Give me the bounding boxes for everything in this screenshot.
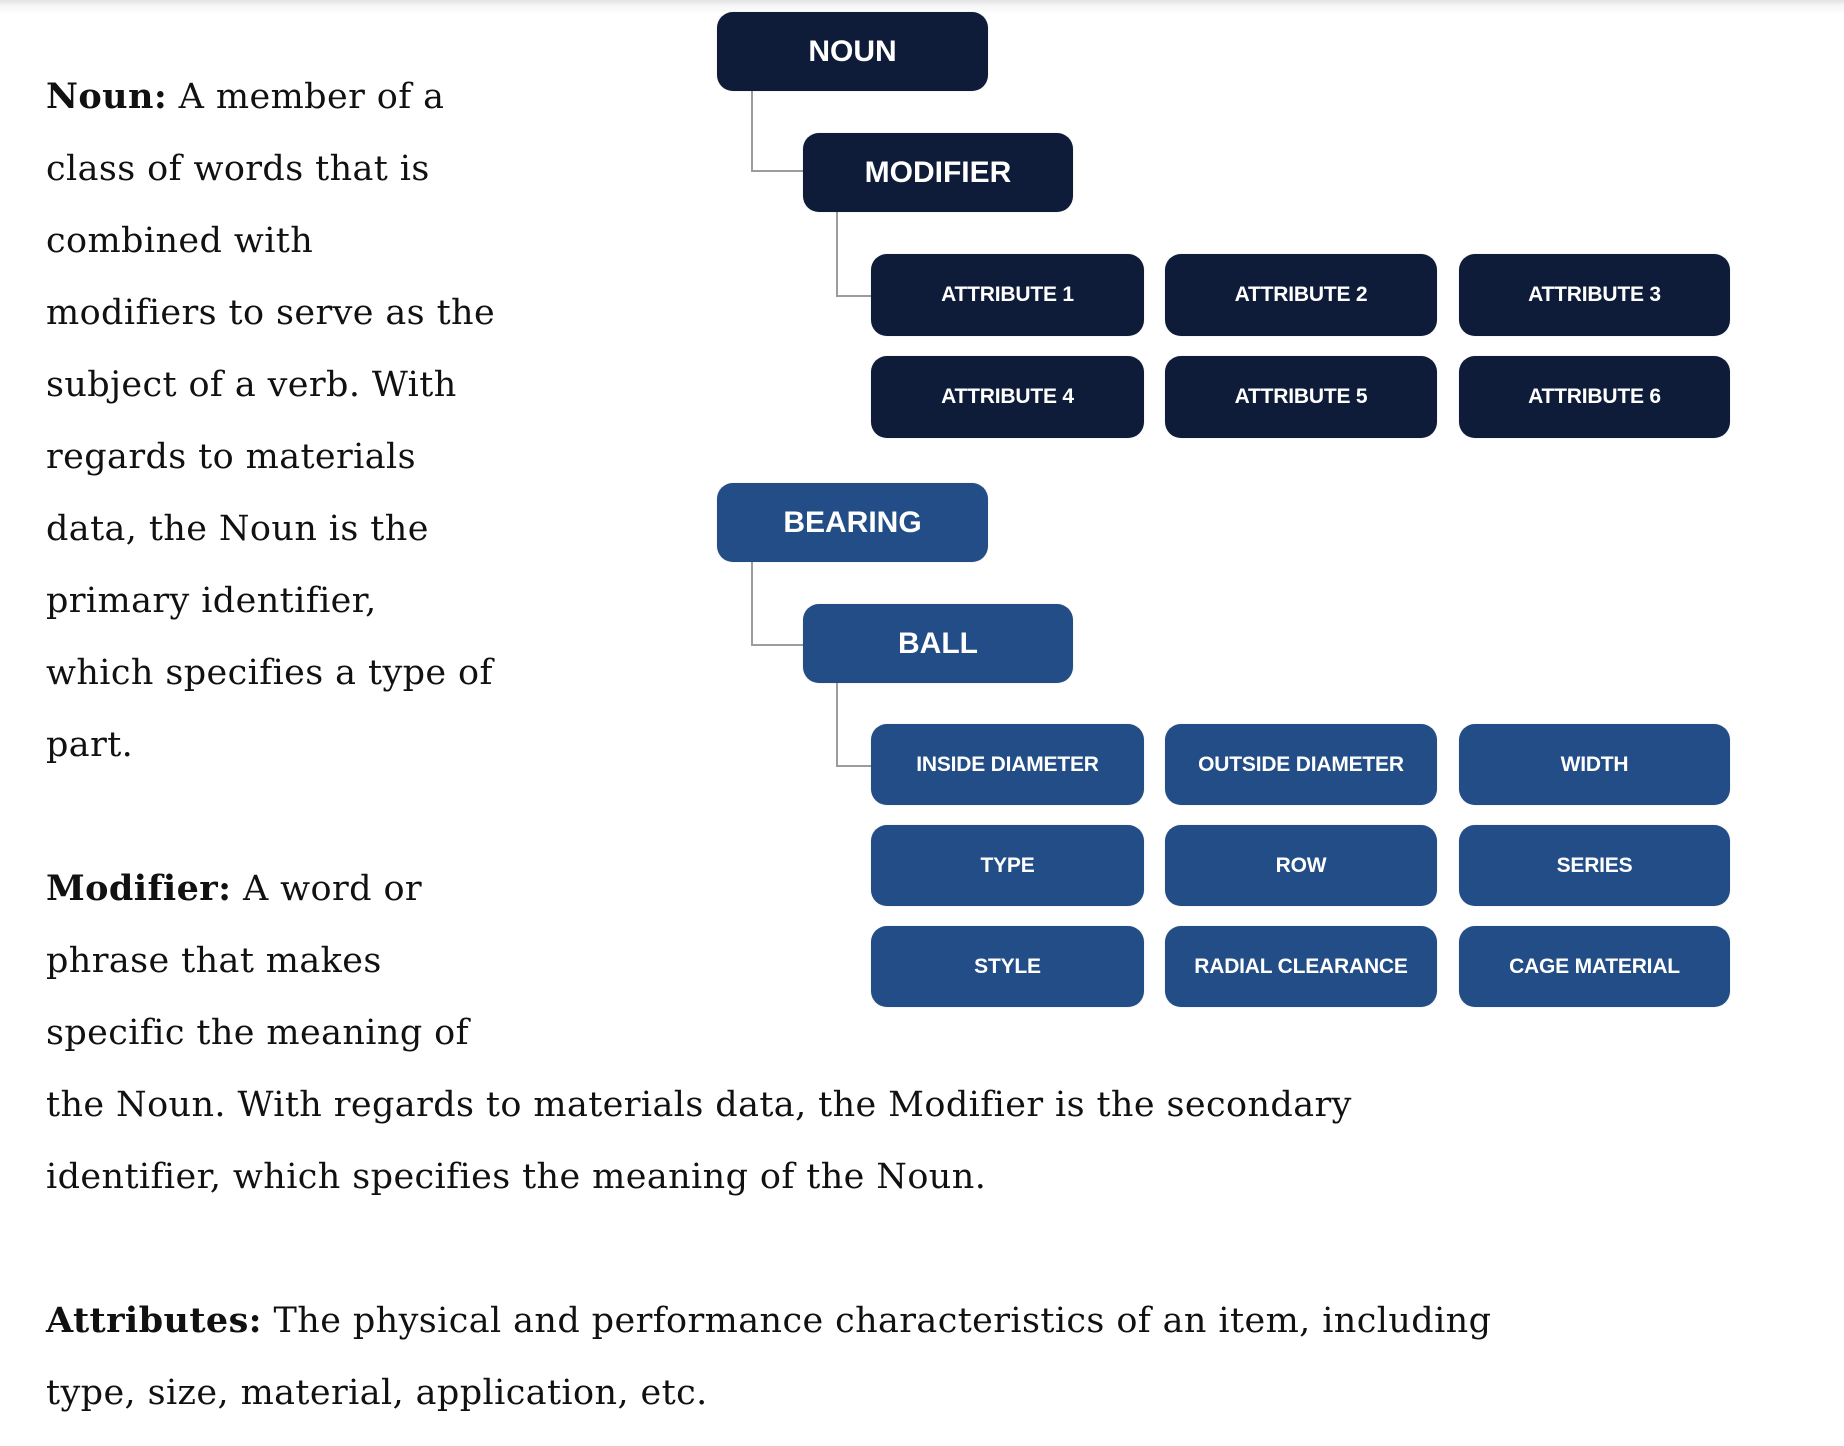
attributes-definition bbox=[46, 1285, 1806, 1429]
attribute-box: ATTRIBUTE 5 bbox=[1165, 356, 1437, 438]
text-span: A member of a bbox=[167, 77, 445, 117]
attribute-box: INSIDE DIAMETER bbox=[871, 724, 1144, 805]
text-line: modifiers to serve as the bbox=[46, 293, 496, 333]
text-line bbox=[46, 1285, 1806, 1357]
text-line: subject of a verb. With bbox=[46, 365, 457, 405]
text-span: A word or bbox=[231, 869, 423, 909]
attribute-box: ATTRIBUTE 2 bbox=[1165, 254, 1437, 336]
text-line: regards to materials bbox=[46, 437, 416, 477]
modifier-box: MODIFIER bbox=[803, 133, 1073, 212]
text-span: The physical and performance characteristics of an item, including bbox=[262, 1301, 1492, 1341]
text-line: data, the Noun is the bbox=[46, 509, 429, 549]
attribute-box: ROW bbox=[1165, 825, 1437, 906]
attribute-box: ATTRIBUTE 6 bbox=[1459, 356, 1730, 438]
text-line: specific the meaning of bbox=[46, 1013, 469, 1053]
attribute-box: OUTSIDE DIAMETER bbox=[1165, 724, 1437, 805]
text-line: phrase that makes bbox=[46, 941, 382, 981]
attribute-box: ATTRIBUTE 1 bbox=[871, 254, 1144, 336]
text-line: which specifies a type of bbox=[46, 653, 493, 693]
noun-term-label: Noun: bbox=[46, 76, 168, 117]
attribute-box: ATTRIBUTE 3 bbox=[1459, 254, 1730, 336]
text-line: part. bbox=[46, 725, 134, 765]
text-line: primary identifier, bbox=[46, 581, 377, 621]
attribute-box: ATTRIBUTE 4 bbox=[871, 356, 1144, 438]
text-line: class of words that is bbox=[46, 149, 430, 189]
paragraph-gap bbox=[46, 1213, 1806, 1285]
bearing-noun-box: BEARING bbox=[717, 483, 988, 562]
text-line: type, size, material, application, etc. bbox=[46, 1373, 708, 1413]
attribute-box: CAGE MATERIAL bbox=[1459, 926, 1730, 1007]
attribute-box: SERIES bbox=[1459, 825, 1730, 906]
modifier-definition bbox=[46, 853, 1806, 1213]
text-line: the Noun. With regards to materials data, the Modifier is the secondary bbox=[46, 1085, 1352, 1125]
text-line: combined with bbox=[46, 221, 314, 261]
attributes-term-label: Attributes: bbox=[46, 1300, 262, 1341]
modifier-term-label: Modifier: bbox=[46, 868, 232, 909]
ball-modifier-box: BALL bbox=[803, 604, 1073, 683]
noun-box: NOUN bbox=[717, 12, 988, 91]
attribute-box: RADIAL CLEARANCE bbox=[1165, 926, 1437, 1007]
text-line: identifier, which specifies the meaning of the Noun. bbox=[46, 1157, 987, 1197]
attribute-box: STYLE bbox=[871, 926, 1144, 1007]
attribute-box: WIDTH bbox=[1459, 724, 1730, 805]
attribute-box: TYPE bbox=[871, 825, 1144, 906]
